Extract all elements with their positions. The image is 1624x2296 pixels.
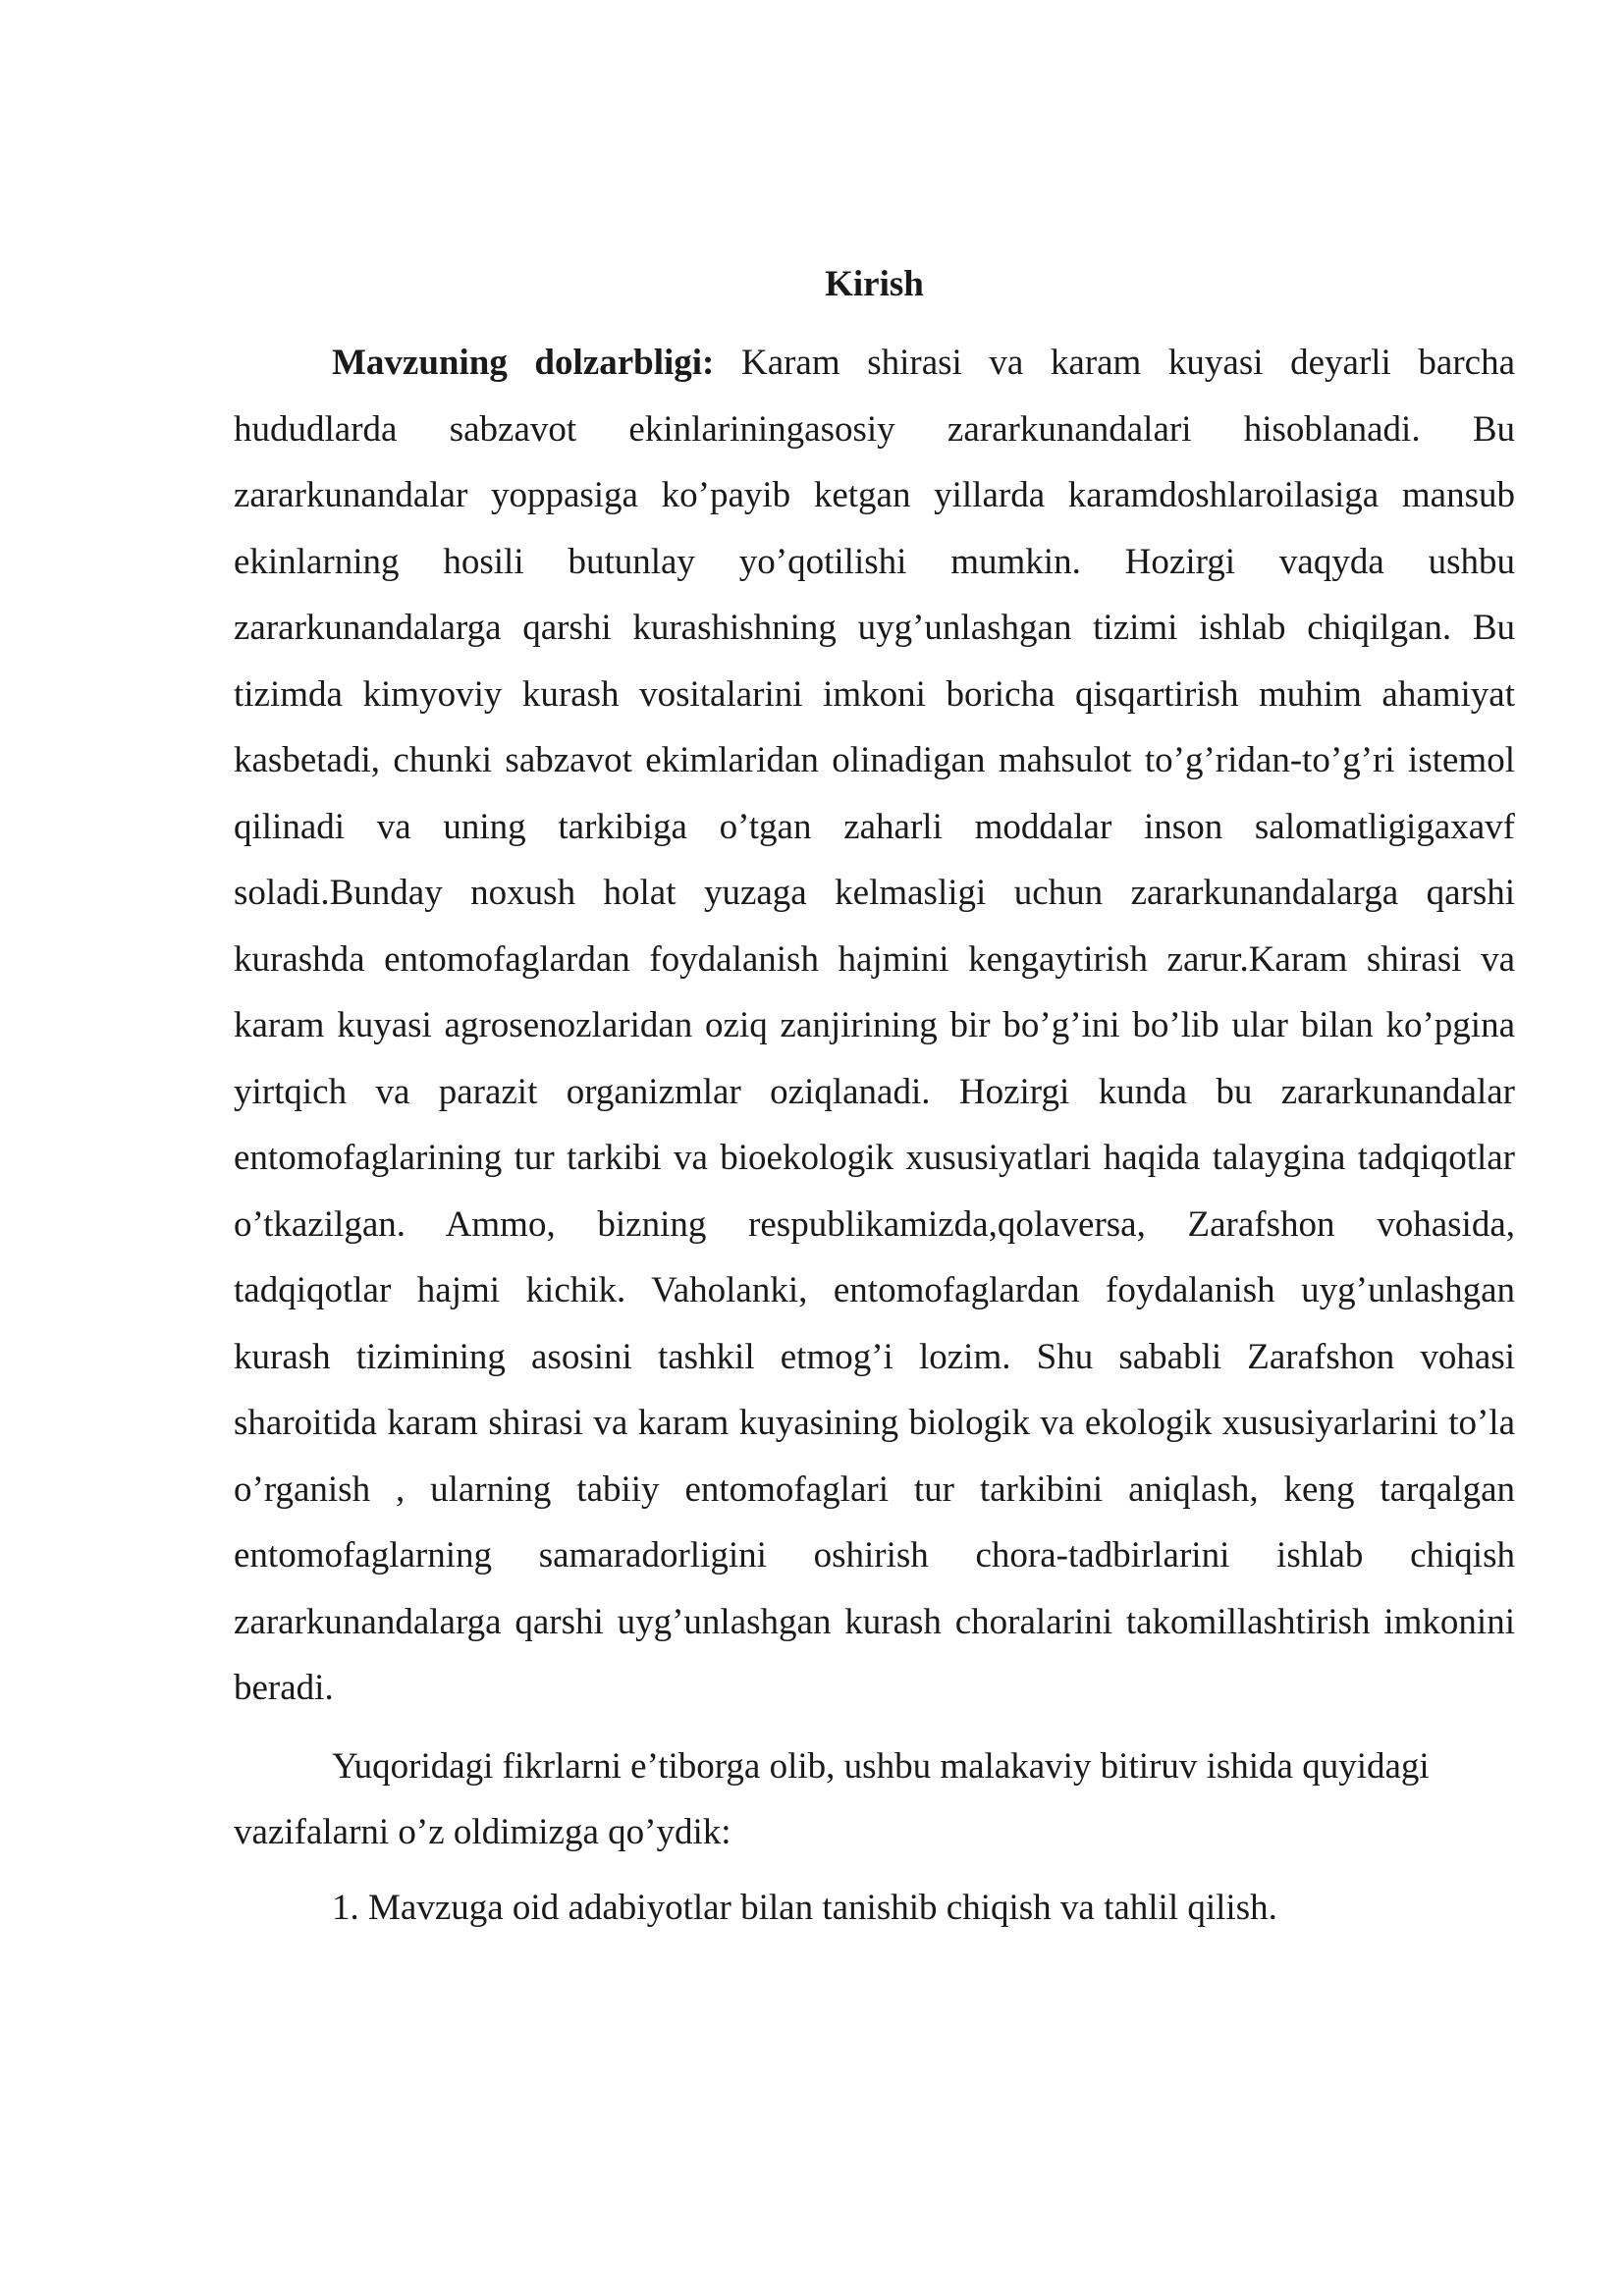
intro-paragraph (234, 330, 1515, 1722)
paragraph-text: Karam shirasi va karam kuyasi deyarli barcha hududlarda sabzavot ekinlariningasosiy zararkunandalari hisoblanadi. Bu zararkunandalar yoppasiga ko’payib ketgan yillarda karamdoshlaroilasiga mansub ekinlarning hosili butunlay yo’qotilishi mumkin. Hozirgi vaqyda ushbu zararkunandalarga qarshi kurashishning uyg’unlashgan tizimi ishlab chiqilgan. Bu tizimda kimyoviy kurash vositalarini imkoni boricha qisqartirish muhim ahamiyat kasbetadi, chunki sabzavot ekimlaridan olinadigan mahsulot to’g’ridan-to’g’ri istemol qilinadi va uning tarkibiga o’tgan zaharli moddalar inson salomatligigaxavf soladi.Bunday noxush holat yuzaga kelmasligi uchun zararkunandalarga qarshi kurashda entomofaglardan foydalanish hajmini kengaytirish zarur.Karam shirasi va karam kuyasi agrosenozlaridan oziq zanjirining bir bo’g’ini bo’lib ular bilan ko’pgina yirtqich va parazit organizmlar oziqlanadi. Hozirgi kunda bu zararkunandalar entomofaglarining tur tarkibi va bioekologik xususiyatlari haqida talaygina tadqiqotlar o’tkazilgan. Ammo, bizning respublikamizda,qolaversa, Zarafshon vohasida, tadqiqotlar hajmi kichik. Vaholanki, entomofaglardan foydalanish uyg’unlashgan kurash tizimining asosini tashkil etmog’i lozim. Shu sababli Zarafshon vohasi sharoitida karam shirasi va karam kuyasining biologik va ekologik xususiyarlarini to’la o’rganish , ularning tabiiy entomofaglari tur tarkibini aniqlash, keng tarqalgan entomofaglarning samaradorligini oshirish chora-tadbirlarini ishlab chiqish zararkunandalarga qarshi uyg’unlashgan kurash choralarini takomillashtirish imkonini beradi. (234, 343, 1515, 1708)
paragraph-lead: Mavzuning dolzarbligi: (332, 343, 715, 383)
list-item: 1. Mavzuga oid adabiyotlar bilan tanishib chiqish va tahlil qilish. (332, 1887, 1277, 1928)
document-content (234, 253, 1515, 1941)
tasks-intro-paragraph: Yuqoridagi fikrlarni e’tiborga olib, ushbu malakaviy bitiruv ishida quyidagi vazifalarni o’z oldimizga qo’ydik: (234, 1745, 1430, 1852)
page-title: Kirish (825, 264, 924, 304)
